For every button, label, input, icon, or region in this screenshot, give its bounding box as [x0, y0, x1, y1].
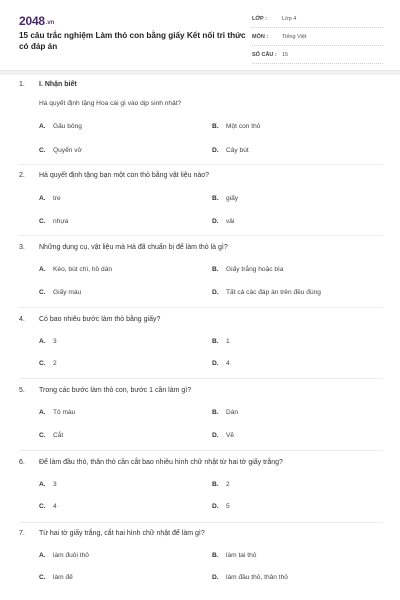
option-text: Gấu bông: [53, 123, 82, 130]
option-letter: C.: [39, 218, 46, 225]
option-text: Vẽ: [226, 432, 235, 439]
option-letter: C.: [39, 289, 46, 296]
option-c[interactable]: [39, 289, 81, 296]
meta-subject-label: MÔN :: [252, 34, 269, 40]
option-d[interactable]: [212, 432, 234, 439]
meta-class-value: Lớp 4: [282, 16, 297, 22]
option-letter: C.: [39, 147, 46, 154]
option-text: Một con thỏ: [226, 123, 261, 130]
logo-suffix: .vn: [45, 20, 54, 26]
option-text: Tất cả các đáp án trên đều đúng: [226, 289, 321, 296]
meta-class-label: LỚP :: [252, 16, 267, 22]
header: [19, 12, 383, 69]
option-text: làm đầu thỏ, thân thỏ: [226, 574, 288, 581]
option-text: Quyển vở: [53, 147, 82, 154]
question-divider: [19, 450, 383, 451]
option-letter: B.: [212, 266, 219, 273]
option-text: Giấy màu: [53, 289, 82, 296]
site-logo[interactable]: [19, 14, 54, 28]
question-divider: [19, 164, 383, 165]
option-text: Kéo, bút chì, hồ dán: [53, 266, 113, 273]
question-number: 2.: [19, 172, 25, 179]
question-number: 3.: [19, 244, 25, 251]
question-text: [19, 387, 191, 394]
option-a[interactable]: [39, 409, 75, 416]
option-letter: B.: [212, 195, 219, 202]
option-text: 4: [53, 503, 57, 510]
option-text: Cây bút: [226, 147, 249, 154]
option-text: nhựa: [53, 218, 69, 225]
option-letter: B.: [212, 552, 219, 559]
option-text: Tô màu: [53, 409, 76, 416]
option-d[interactable]: [212, 574, 288, 581]
option-b[interactable]: [212, 123, 260, 130]
option-letter: B.: [212, 123, 219, 130]
question-number: 4.: [19, 316, 25, 323]
option-c[interactable]: [39, 147, 82, 154]
question-text: [19, 530, 205, 537]
question-divider: [19, 378, 383, 379]
question-label: Để làm đầu thỏ, thân thỏ cần cắt bao nhiêu hình chữ nhật từ hai tờ giấy trắng?: [39, 459, 283, 466]
option-c[interactable]: [39, 574, 73, 581]
question-divider: [19, 307, 383, 308]
option-text: làm đế: [53, 574, 73, 581]
section-heading: I. Nhận biết: [39, 81, 77, 88]
option-letter: C.: [39, 503, 46, 510]
option-d[interactable]: [212, 360, 230, 367]
option-text: tre: [53, 195, 61, 202]
option-text: 4: [226, 360, 230, 367]
option-letter: D.: [212, 218, 219, 225]
option-text: làm đuôi thỏ: [53, 552, 89, 559]
option-text: Cắt: [53, 432, 64, 439]
question-text: [19, 81, 77, 88]
option-d[interactable]: [212, 218, 234, 225]
question-text: [19, 316, 160, 323]
option-letter: D.: [212, 360, 219, 367]
question-label: Trong các bước làm thỏ con, bước 1 cần làm gì?: [39, 387, 192, 394]
question-text: [19, 172, 209, 179]
option-letter: B.: [212, 481, 219, 488]
meta-subject: [252, 32, 383, 46]
option-text: 1: [226, 338, 230, 345]
question-label: Hà quyết định tặng bạn một con thỏ bằng vật liệu nào?: [39, 172, 210, 179]
question-subtext: Hà quyết định tặng Hoa cái gì vào dịp sinh nhật?: [39, 100, 182, 107]
question-number: 7.: [19, 530, 25, 537]
option-text: 3: [53, 481, 57, 488]
option-d[interactable]: [212, 503, 230, 510]
option-c[interactable]: [39, 503, 57, 510]
question-text: [19, 244, 228, 251]
question-divider: [19, 522, 383, 523]
option-text: làm tai thỏ: [226, 552, 257, 559]
option-letter: A.: [39, 266, 46, 273]
meta-subject-value: Tiếng Việt: [282, 34, 307, 40]
option-text: Dán: [226, 409, 239, 416]
option-letter: A.: [39, 481, 46, 488]
option-c[interactable]: [39, 360, 57, 367]
question-text: [19, 459, 283, 466]
question-divider: [19, 235, 383, 236]
option-letter: A.: [39, 338, 46, 345]
option-letter: D.: [212, 574, 219, 581]
option-a[interactable]: [39, 195, 61, 202]
option-b[interactable]: [212, 266, 284, 273]
option-d[interactable]: [212, 289, 321, 296]
option-b[interactable]: [212, 338, 230, 345]
option-letter: C.: [39, 574, 46, 581]
option-letter: A.: [39, 552, 46, 559]
page-title: 15 câu trắc nghiệm Làm thỏ con bằng giấy Kết nối tri thức có đáp án: [19, 31, 246, 51]
meta-count-value: 15: [282, 52, 289, 58]
option-letter: A.: [39, 409, 46, 416]
option-letter: D.: [212, 432, 219, 439]
question-number: 1.: [19, 81, 25, 88]
option-b[interactable]: [212, 409, 238, 416]
question-number: 5.: [19, 387, 25, 394]
option-letter: C.: [39, 432, 46, 439]
option-c[interactable]: [39, 432, 63, 439]
option-b[interactable]: [212, 552, 256, 559]
logo-main: 2048: [19, 14, 45, 28]
option-letter: A.: [39, 123, 46, 130]
question-label: Những dụng cụ, vật liệu mà Hà đã chuẩn bị để làm thỏ là gì?: [39, 244, 228, 251]
option-letter: D.: [212, 147, 219, 154]
option-letter: D.: [212, 503, 219, 510]
meta-class: [252, 14, 383, 28]
option-a[interactable]: [39, 266, 112, 273]
option-c[interactable]: [39, 218, 68, 225]
option-letter: A.: [39, 195, 46, 202]
option-b[interactable]: [212, 195, 238, 202]
option-text: 3: [53, 338, 57, 345]
option-a[interactable]: [39, 481, 57, 488]
option-a[interactable]: [39, 552, 89, 559]
option-letter: C.: [39, 360, 46, 367]
option-text: 2: [226, 481, 230, 488]
option-letter: B.: [212, 409, 219, 416]
option-d[interactable]: [212, 147, 249, 154]
option-letter: D.: [212, 289, 219, 296]
option-b[interactable]: [212, 481, 230, 488]
header-divider: [0, 70, 400, 75]
option-text: vải: [226, 218, 235, 225]
option-text: 5: [226, 503, 230, 510]
meta-count: [252, 50, 383, 64]
meta-info: [252, 14, 383, 68]
question-label: Từ hai tờ giấy trắng, cắt hai hình chữ nhật để làm gì?: [39, 530, 205, 537]
option-text: Giấy trắng hoặc bìa: [226, 266, 284, 273]
option-text: 2: [53, 360, 57, 367]
option-a[interactable]: [39, 338, 57, 345]
option-a[interactable]: [39, 123, 82, 130]
option-letter: B.: [212, 338, 219, 345]
question-label: Có bao nhiêu bước làm thỏ bằng giấy?: [39, 316, 161, 323]
option-text: giấy: [226, 195, 239, 202]
meta-count-label: SỐ CÂU :: [252, 52, 277, 58]
question-number: 6.: [19, 459, 25, 466]
